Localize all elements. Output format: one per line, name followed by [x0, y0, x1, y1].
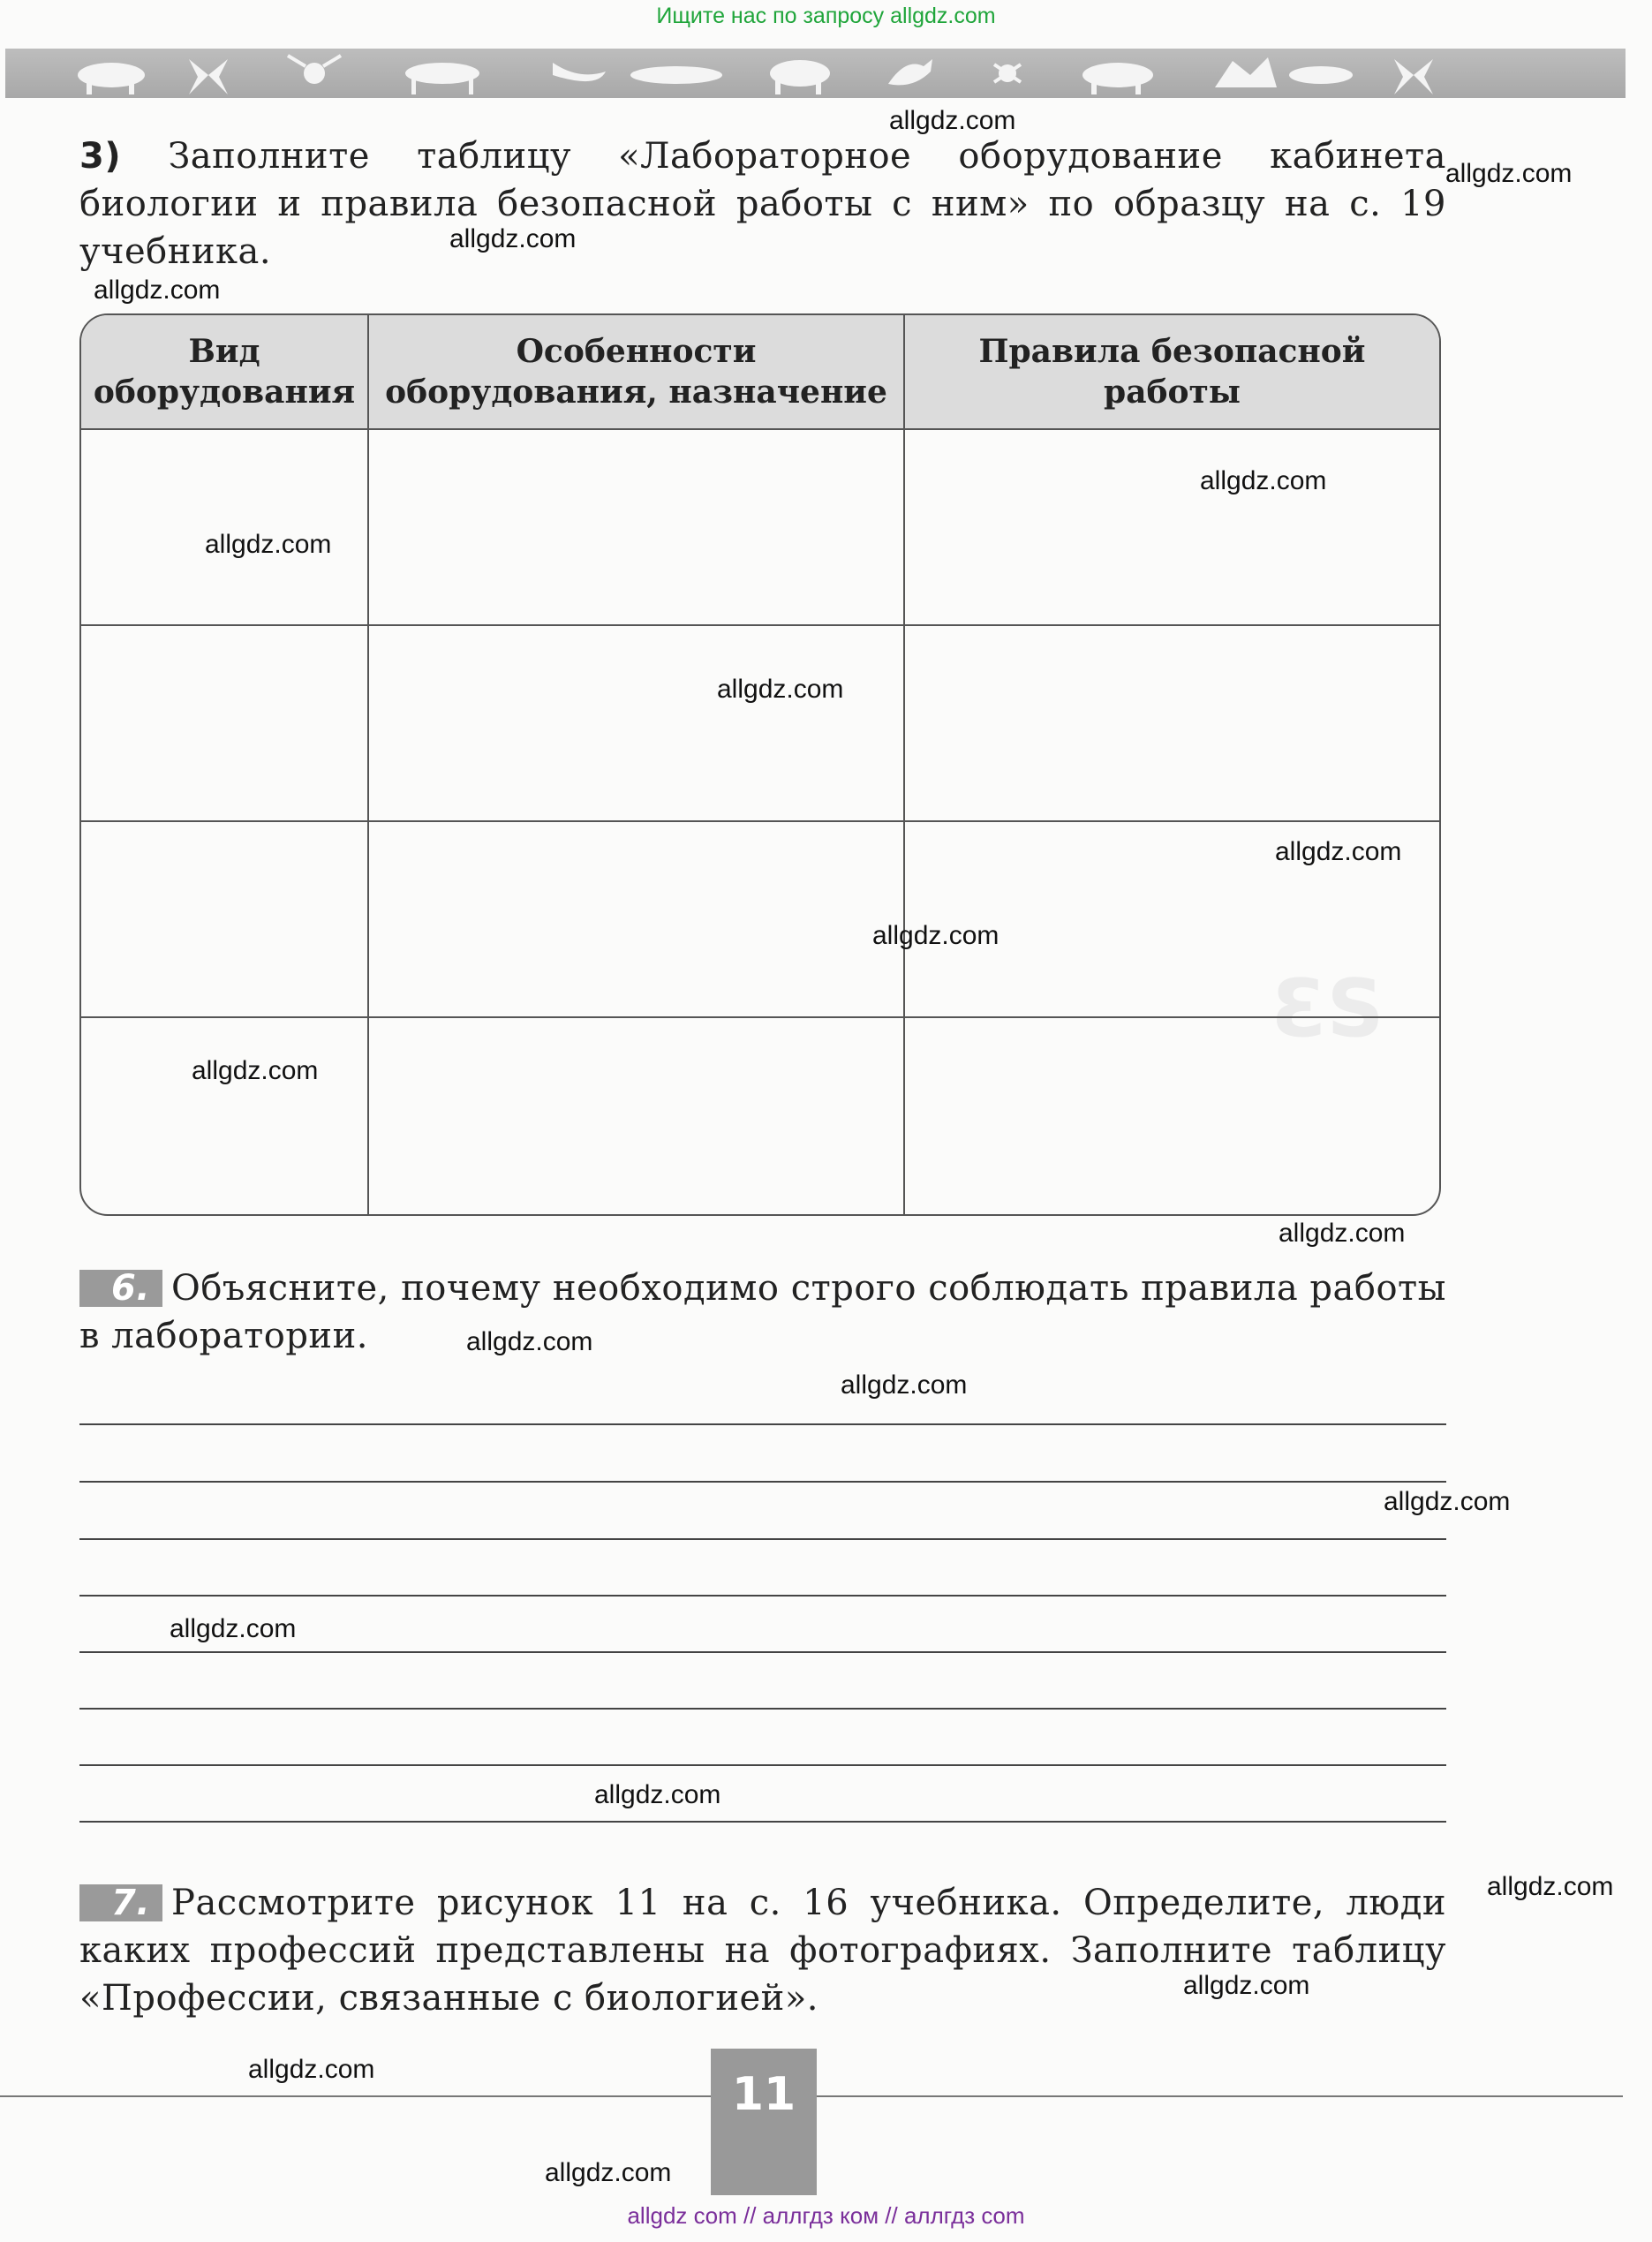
table-cell[interactable]	[905, 430, 1439, 626]
task-6-number: 6.	[79, 1270, 162, 1307]
animal-silhouette-band	[5, 49, 1626, 98]
watermark[interactable]: allgdz.com	[1200, 466, 1327, 495]
answer-line[interactable]	[79, 1708, 1446, 1710]
table-cell[interactable]	[81, 1018, 369, 1214]
task-3-number: 3)	[79, 136, 122, 177]
table-cell[interactable]	[369, 822, 905, 1018]
watermark[interactable]: allgdz.com	[466, 1327, 593, 1356]
watermark[interactable]: allgdz.com	[94, 276, 221, 305]
watermark[interactable]: allgdz.com	[717, 675, 844, 704]
task-7-text: Рассмотрите рисунок 11 на с. 16 учебника. Определите, люди каких профессий представлены на фотографиях. Заполните таблицу «Профессии, связанные с биологией».	[79, 1883, 1446, 2019]
watermark[interactable]: allgdz.com	[594, 1780, 721, 1809]
animal-silhouettes-icon	[5, 49, 1626, 98]
watermark[interactable]: allgdz.com	[1279, 1219, 1406, 1248]
answer-line[interactable]	[79, 1821, 1446, 1823]
watermark[interactable]: allgdz.com	[545, 2158, 672, 2187]
watermark[interactable]: allgdz.com	[1275, 837, 1402, 866]
watermark[interactable]: allgdz.com	[205, 530, 332, 559]
task-6-text: Объясните, почему необходимо строго соблюдать правила работы в лаборатории.	[79, 1268, 1446, 1356]
watermark[interactable]: allgdz.com	[872, 921, 999, 950]
watermark[interactable]: allgdz.com	[1183, 1971, 1310, 2000]
answer-line[interactable]	[79, 1651, 1446, 1653]
watermark[interactable]: allgdz.com	[1487, 1872, 1614, 1901]
task-3-paragraph	[79, 132, 1446, 276]
watermark[interactable]: allgdz.com	[192, 1056, 319, 1085]
table-cell[interactable]	[369, 430, 905, 626]
top-banner[interactable]: Ищите нас по запросу allgdz.com	[656, 4, 996, 28]
watermark[interactable]: allgdz.com	[170, 1614, 297, 1643]
watermark[interactable]: allgdz.com	[1384, 1487, 1511, 1516]
watermark[interactable]: allgdz.com	[248, 2055, 375, 2084]
answer-line[interactable]	[79, 1481, 1446, 1483]
watermark[interactable]: allgdz.com	[1445, 159, 1573, 188]
page-number: 11	[711, 2049, 817, 2195]
table-cell[interactable]	[905, 1018, 1439, 1214]
footer-links[interactable]: allgdz com // аллгдз ком // аллгдз com	[627, 2202, 1025, 2229]
table-cell[interactable]	[905, 626, 1439, 822]
bleed-through-marks: ƐS	[1271, 962, 1384, 1055]
table-header-equipment-features: Особенности оборудования, назначение	[369, 315, 905, 430]
table-cell[interactable]	[81, 822, 369, 1018]
table-header-safety-rules: Правила безопасной работы	[905, 315, 1439, 430]
table-cell[interactable]	[369, 1018, 905, 1214]
watermark[interactable]: allgdz.com	[889, 106, 1016, 135]
answer-line[interactable]	[79, 1423, 1446, 1425]
answer-line[interactable]	[79, 1764, 1446, 1766]
task-7-number: 7.	[79, 1884, 162, 1921]
table-cell[interactable]	[81, 626, 369, 822]
table-cell[interactable]	[81, 430, 369, 626]
watermark[interactable]: allgdz.com	[449, 224, 577, 253]
table-header-equipment-type: Вид оборудования	[81, 315, 369, 430]
answer-line[interactable]	[79, 1538, 1446, 1540]
task-3-text: Заполните таблицу «Лабораторное оборудование кабинета биологии и правила безопасной работы с ним» по образцу на с. 19 учебника.	[79, 136, 1446, 272]
table-cell[interactable]	[369, 626, 905, 822]
task-6-paragraph	[79, 1264, 1446, 1360]
answer-line[interactable]	[79, 1595, 1446, 1597]
watermark[interactable]: allgdz.com	[841, 1370, 968, 1400]
